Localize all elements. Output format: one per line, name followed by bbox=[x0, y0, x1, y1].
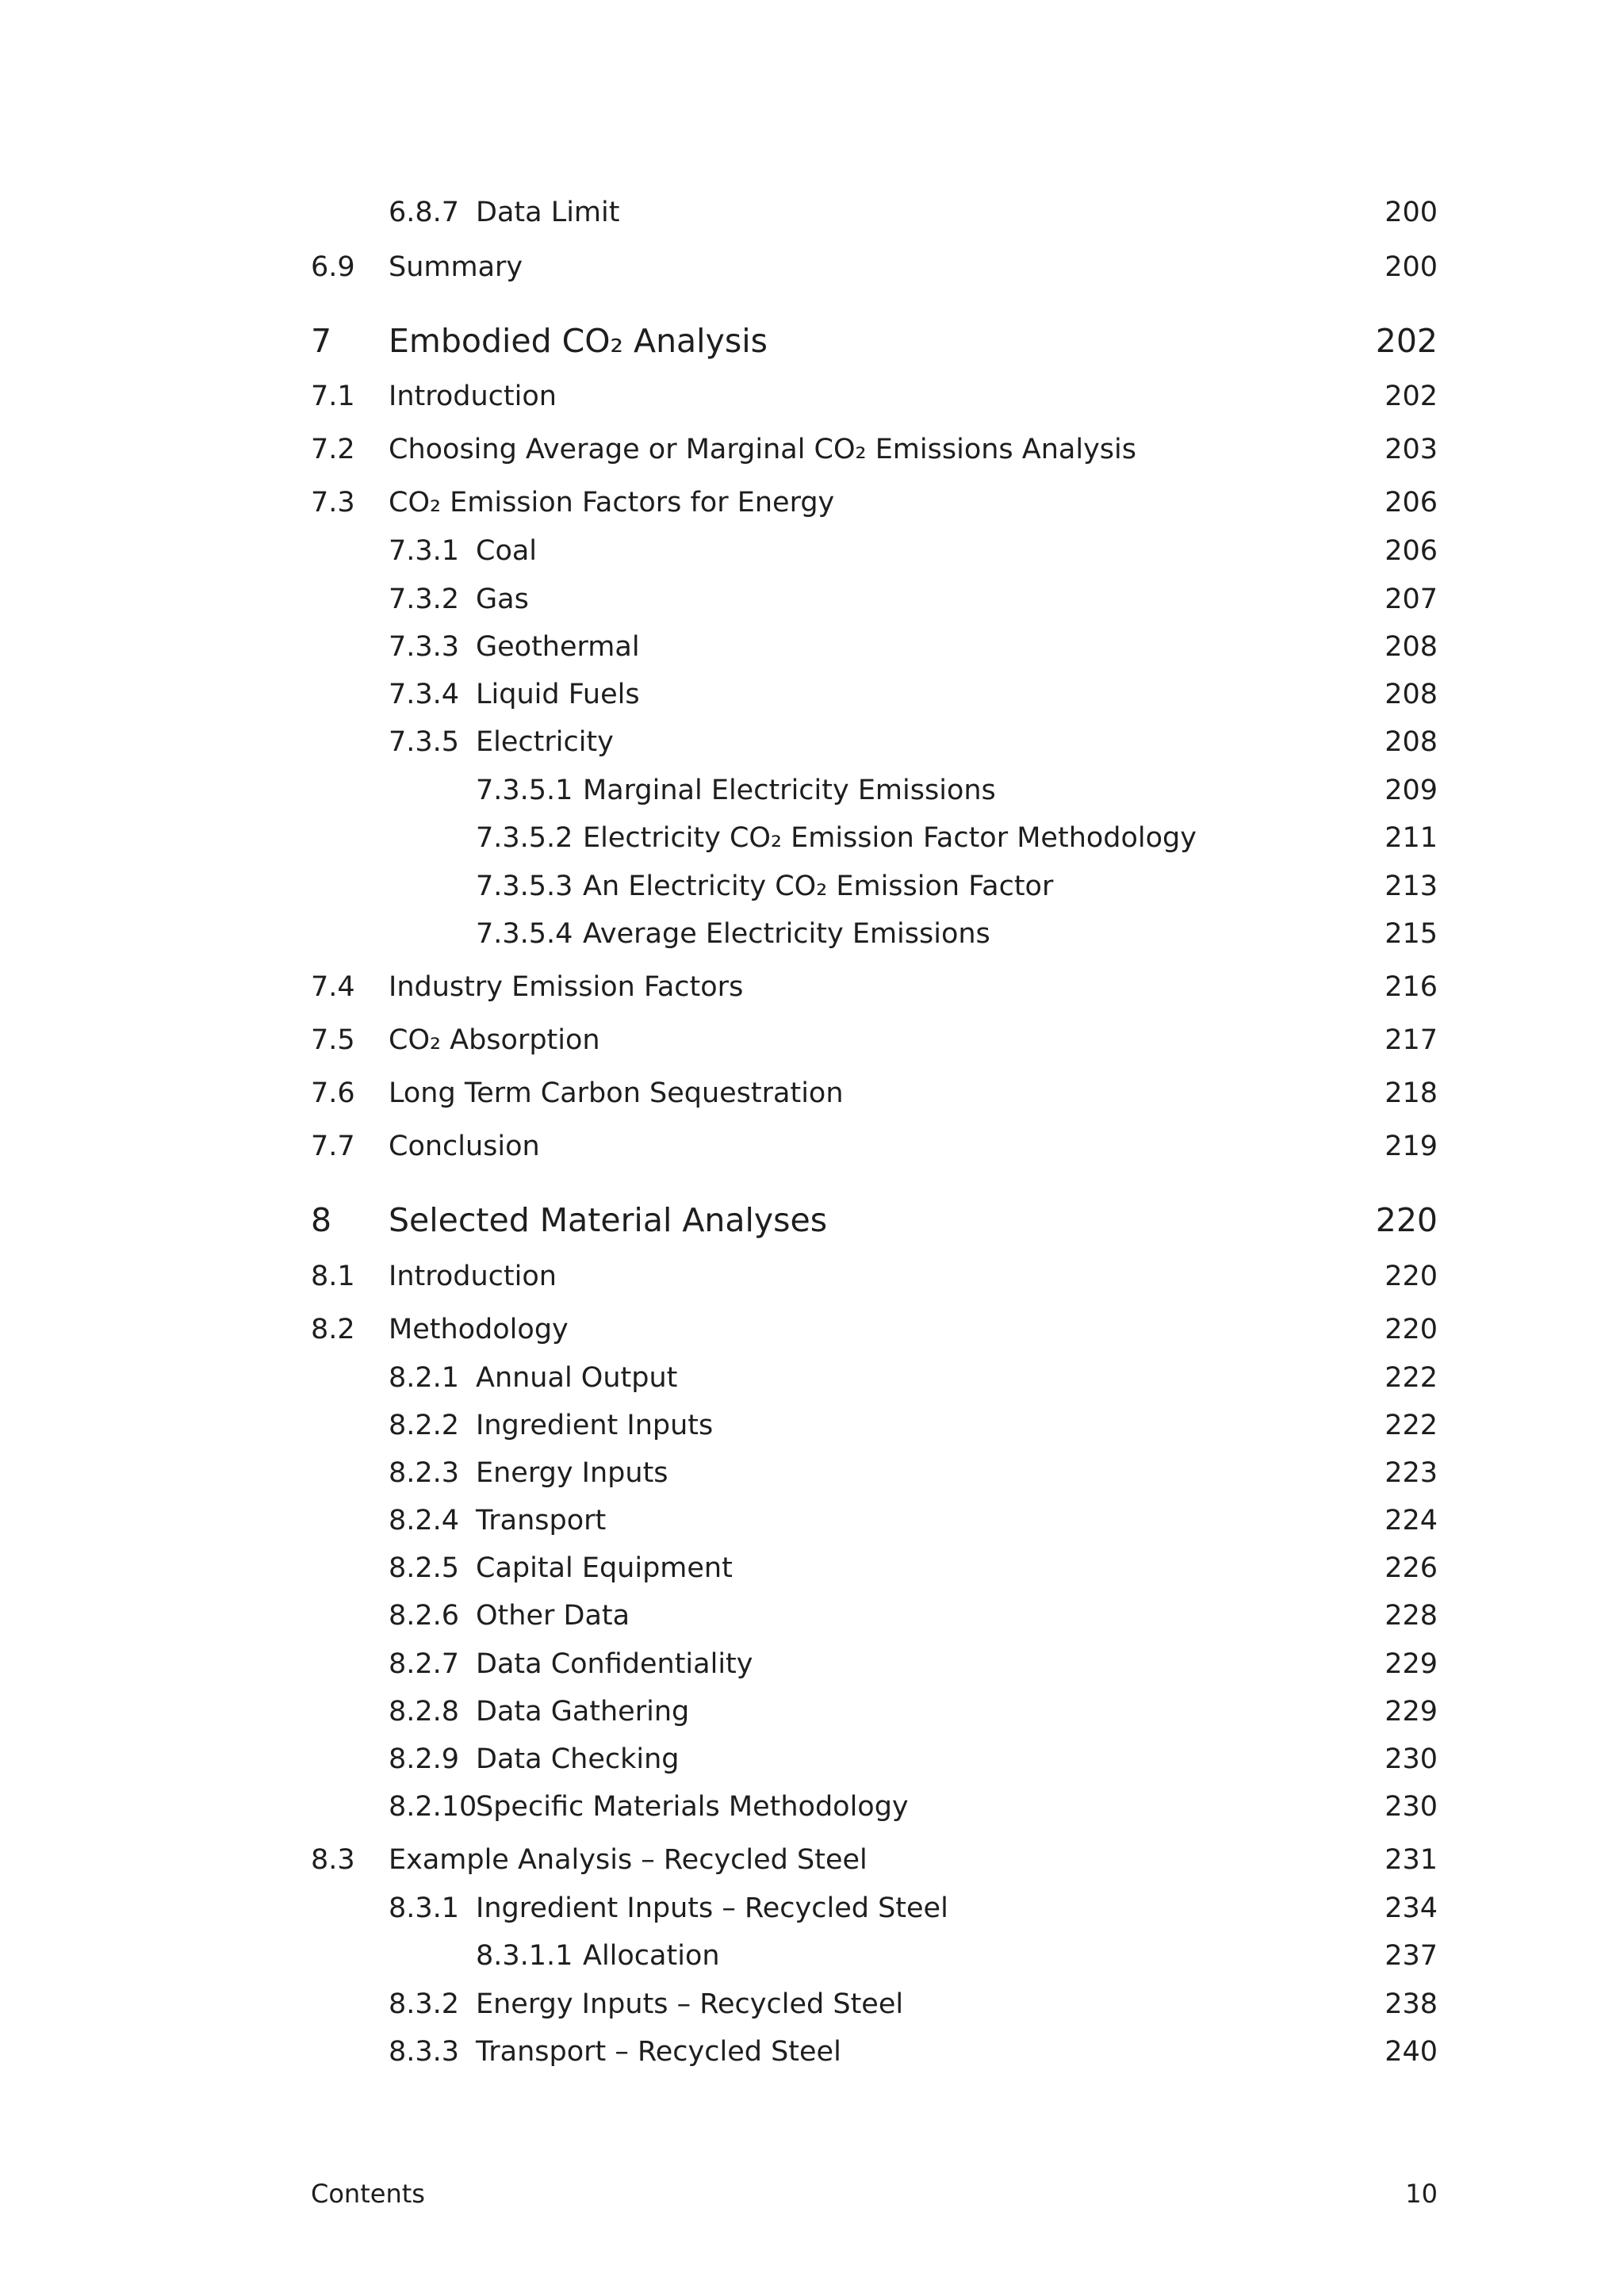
toc-entry-page: 240 bbox=[1385, 2036, 1438, 2068]
toc-entry-number: 7.7 bbox=[311, 1131, 355, 1162]
toc-entry-number: 7.3.2 bbox=[389, 584, 460, 615]
toc-entry-number: 6.9 bbox=[311, 251, 355, 283]
toc-entry-page: 207 bbox=[1385, 584, 1438, 615]
toc-entry-title: Summary bbox=[389, 251, 523, 283]
toc-entry-page: 231 bbox=[1385, 1844, 1438, 1876]
toc-entry[interactable] bbox=[311, 1836, 1438, 1884]
toc-entry[interactable] bbox=[311, 1354, 1438, 1402]
toc-entry-title: Conclusion bbox=[389, 1131, 540, 1162]
toc-entry[interactable] bbox=[311, 718, 1438, 766]
toc-entry-number: 7.6 bbox=[311, 1077, 355, 1109]
toc-entry[interactable] bbox=[311, 313, 1438, 369]
toc-entry-number: 8.2.7 bbox=[389, 1648, 460, 1680]
toc-entry-title: Ingredient Inputs – Recycled Steel bbox=[476, 1892, 948, 1924]
toc-entry-number: 7 bbox=[311, 322, 332, 360]
toc-entry[interactable] bbox=[311, 814, 1438, 862]
toc-entry-number: 8.2.2 bbox=[389, 1410, 460, 1441]
toc-entry-page: 209 bbox=[1385, 775, 1438, 806]
toc-entry-number: 7.3.5.3 bbox=[476, 871, 573, 902]
toc-entry-number: 8.2.6 bbox=[389, 1600, 460, 1632]
toc-entry-page: 217 bbox=[1385, 1024, 1438, 1056]
toc-entry-title: Ingredient Inputs bbox=[476, 1410, 714, 1441]
toc-entry[interactable] bbox=[311, 1497, 1438, 1544]
toc-entry-page: 202 bbox=[1375, 322, 1438, 360]
toc-entry[interactable] bbox=[311, 1688, 1438, 1735]
toc-entry-page: 220 bbox=[1385, 1261, 1438, 1292]
toc-entry-number: 8.1 bbox=[311, 1261, 355, 1292]
toc-entry-title: Electricity CO₂ Emission Factor Methodology bbox=[583, 822, 1197, 854]
toc-entry-page: 206 bbox=[1385, 487, 1438, 519]
toc-entry-title: Data Confidentiality bbox=[476, 1648, 753, 1680]
toc-entry[interactable] bbox=[311, 1192, 1438, 1248]
toc-entry-title: CO₂ Emission Factors for Energy bbox=[389, 487, 835, 519]
footer-page-number: 10 bbox=[1405, 2179, 1438, 2209]
toc-entry-title: Energy Inputs bbox=[476, 1457, 668, 1489]
toc-entry-page: 200 bbox=[1385, 197, 1438, 228]
toc-entry[interactable] bbox=[311, 373, 1438, 420]
toc-entry[interactable] bbox=[311, 910, 1438, 958]
toc-entry[interactable] bbox=[311, 189, 1438, 236]
toc-entry[interactable] bbox=[311, 1070, 1438, 1117]
toc-entry-page: 224 bbox=[1385, 1505, 1438, 1536]
toc-entry-number: 7.3.1 bbox=[389, 535, 460, 567]
toc-entry-title: Electricity bbox=[476, 726, 614, 758]
toc-entry[interactable] bbox=[311, 527, 1438, 575]
toc-entry-number: 7.3.5.1 bbox=[476, 775, 573, 806]
toc-entry-title: Gas bbox=[476, 584, 529, 615]
toc-entry-title: Long Term Carbon Sequestration bbox=[389, 1077, 844, 1109]
toc-entry[interactable] bbox=[311, 1544, 1438, 1592]
toc-entry-number: 8.3 bbox=[311, 1844, 355, 1876]
toc-entry[interactable] bbox=[311, 426, 1438, 473]
toc-entry-number: 7.3.3 bbox=[389, 631, 460, 663]
toc-entry[interactable] bbox=[311, 243, 1438, 291]
toc-entry-number: 7.3.5.2 bbox=[476, 822, 573, 854]
toc-entry-title: CO₂ Absorption bbox=[389, 1024, 600, 1056]
toc-entry-page: 220 bbox=[1385, 1314, 1438, 1345]
toc-entry[interactable] bbox=[311, 1980, 1438, 2028]
toc-entry[interactable] bbox=[311, 1123, 1438, 1170]
page-footer bbox=[311, 2174, 1438, 2214]
toc-entry-page: 222 bbox=[1385, 1410, 1438, 1441]
toc-entry-page: 228 bbox=[1385, 1600, 1438, 1632]
toc-entry[interactable] bbox=[311, 1783, 1438, 1831]
toc-entry-title: Marginal Electricity Emissions bbox=[583, 775, 996, 806]
toc-entry-number: 6.8.7 bbox=[389, 197, 460, 228]
toc-entry-title: Data Checking bbox=[476, 1743, 680, 1775]
toc-entry-page: 213 bbox=[1385, 871, 1438, 902]
toc-entry-title: Data Limit bbox=[476, 197, 620, 228]
toc-entry-title: Introduction bbox=[389, 381, 557, 412]
toc-entry-page: 215 bbox=[1385, 918, 1438, 950]
toc-entry-number: 8.2 bbox=[311, 1314, 355, 1345]
toc-entry[interactable] bbox=[311, 479, 1438, 526]
toc-entry-page: 202 bbox=[1385, 381, 1438, 412]
toc-entry-title: Specific Materials Methodology bbox=[476, 1791, 909, 1823]
toc-entry-page: 237 bbox=[1385, 1940, 1438, 1972]
toc-entry-title: Coal bbox=[476, 535, 538, 567]
toc-entry[interactable] bbox=[311, 1253, 1438, 1300]
toc-entry-page: 230 bbox=[1385, 1791, 1438, 1823]
toc-entry-page: 229 bbox=[1385, 1648, 1438, 1680]
toc-entry-number: 7.2 bbox=[311, 434, 355, 465]
toc-entry[interactable] bbox=[311, 623, 1438, 671]
toc-entry-number: 8.2.1 bbox=[389, 1362, 460, 1394]
toc-entry-page: 208 bbox=[1385, 679, 1438, 710]
toc-entry-page: 223 bbox=[1385, 1457, 1438, 1489]
toc-entry-title: Example Analysis – Recycled Steel bbox=[389, 1844, 868, 1876]
footer-label: Contents bbox=[311, 2179, 425, 2209]
toc-entry[interactable] bbox=[311, 1735, 1438, 1783]
toc-entry-number: 8.3.1.1 bbox=[476, 1940, 573, 1972]
toc-entry-page: 222 bbox=[1385, 1362, 1438, 1394]
toc-entry-number: 7.3.5 bbox=[389, 726, 460, 758]
toc-entry-page: 216 bbox=[1385, 971, 1438, 1003]
toc-entry[interactable] bbox=[311, 1932, 1438, 1980]
toc-entry[interactable] bbox=[311, 2028, 1438, 2076]
toc-entry[interactable] bbox=[311, 1402, 1438, 1449]
toc-entry-number: 8.3.2 bbox=[389, 1988, 460, 2020]
toc-entry-number: 8.2.8 bbox=[389, 1696, 460, 1728]
toc-entry-number: 8 bbox=[311, 1201, 332, 1239]
toc-entry-title: Transport bbox=[476, 1505, 607, 1536]
toc-entry-page: 208 bbox=[1385, 631, 1438, 663]
toc-entry-title: Choosing Average or Marginal CO₂ Emissions Analysis bbox=[389, 434, 1136, 465]
toc-entry-number: 8.2.10 bbox=[389, 1791, 477, 1823]
toc-entry-title: Methodology bbox=[389, 1314, 569, 1345]
toc-entry-page: 200 bbox=[1385, 251, 1438, 283]
toc-entry-number: 7.1 bbox=[311, 381, 355, 412]
toc-entry-title: Geothermal bbox=[476, 631, 640, 663]
toc-entry-page: 203 bbox=[1385, 434, 1438, 465]
toc-entry-number: 8.3.3 bbox=[389, 2036, 460, 2068]
toc-entry-number: 8.2.4 bbox=[389, 1505, 460, 1536]
toc-entry-number: 8.3.1 bbox=[389, 1892, 460, 1924]
toc-entry[interactable] bbox=[311, 1592, 1438, 1640]
toc-entry-number: 7.4 bbox=[311, 971, 355, 1003]
toc-entry-title: Industry Emission Factors bbox=[389, 971, 744, 1003]
toc-entry[interactable] bbox=[311, 1306, 1438, 1353]
toc-entry-number: 7.5 bbox=[311, 1024, 355, 1056]
toc-entry-page: 218 bbox=[1385, 1077, 1438, 1109]
toc-entry-title: Average Electricity Emissions bbox=[583, 918, 990, 950]
toc-entry-number: 7.3.4 bbox=[389, 679, 460, 710]
toc-entry-number: 8.2.5 bbox=[389, 1552, 460, 1584]
toc-entry-page: 220 bbox=[1375, 1201, 1438, 1239]
toc-entry-page: 229 bbox=[1385, 1696, 1438, 1728]
toc-entry-number: 8.2.3 bbox=[389, 1457, 460, 1489]
toc-entry[interactable] bbox=[311, 576, 1438, 623]
toc-entry[interactable] bbox=[311, 1885, 1438, 1932]
toc-entry-page: 234 bbox=[1385, 1892, 1438, 1924]
toc-entry-title: An Electricity CO₂ Emission Factor bbox=[583, 871, 1054, 902]
toc-entry-page: 230 bbox=[1385, 1743, 1438, 1775]
toc-entry[interactable] bbox=[311, 863, 1438, 910]
toc-entry[interactable] bbox=[311, 1640, 1438, 1688]
toc-entry[interactable] bbox=[311, 963, 1438, 1011]
toc-entry-page: 219 bbox=[1385, 1131, 1438, 1162]
toc-entry[interactable] bbox=[311, 1449, 1438, 1497]
toc-entry[interactable] bbox=[311, 1016, 1438, 1064]
toc-entry-page: 238 bbox=[1385, 1988, 1438, 2020]
toc-entry-title: Embodied CO₂ Analysis bbox=[389, 322, 768, 360]
toc-entry-page: 226 bbox=[1385, 1552, 1438, 1584]
toc-entry-number: 7.3.5.4 bbox=[476, 918, 573, 950]
toc-entry-number: 7.3 bbox=[311, 487, 355, 519]
toc-entry-title: Capital Equipment bbox=[476, 1552, 733, 1584]
toc-entry-title: Introduction bbox=[389, 1261, 557, 1292]
toc-entry-title: Energy Inputs – Recycled Steel bbox=[476, 1988, 904, 2020]
toc-entry-number: 8.2.9 bbox=[389, 1743, 460, 1775]
toc-entry[interactable] bbox=[311, 767, 1438, 814]
toc-entry-title: Liquid Fuels bbox=[476, 679, 640, 710]
toc-entry-title: Transport – Recycled Steel bbox=[476, 2036, 841, 2068]
toc-entry-title: Other Data bbox=[476, 1600, 630, 1632]
toc-entry-title: Data Gathering bbox=[476, 1696, 690, 1728]
toc-entry-page: 208 bbox=[1385, 726, 1438, 758]
toc-entry-page: 206 bbox=[1385, 535, 1438, 567]
toc-entry-title: Allocation bbox=[583, 1940, 720, 1972]
toc-entry-title: Selected Material Analyses bbox=[389, 1201, 828, 1239]
toc-entry-title: Annual Output bbox=[476, 1362, 678, 1394]
toc-entry[interactable] bbox=[311, 671, 1438, 718]
toc-entry-page: 211 bbox=[1385, 822, 1438, 854]
